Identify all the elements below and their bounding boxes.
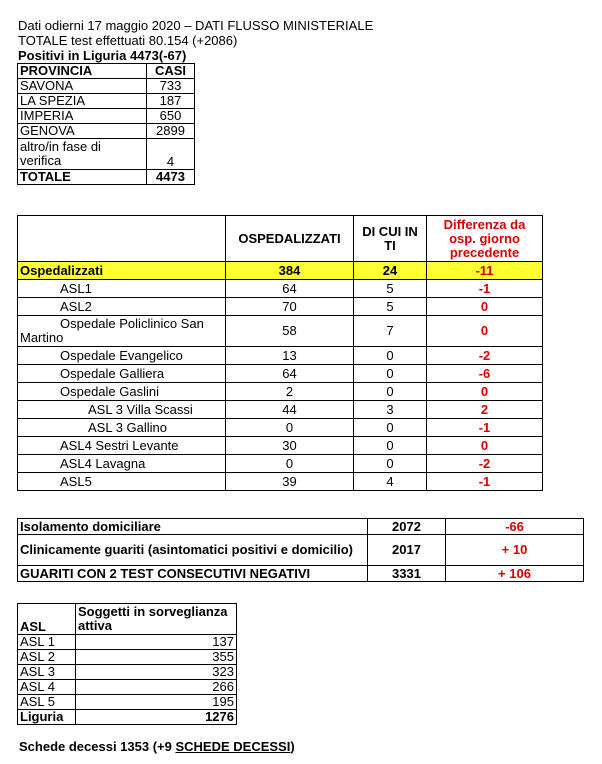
hosp-name: ASL 3 Villa Scassi — [18, 401, 226, 419]
hosp-ti: 0 — [354, 419, 427, 437]
hosp-osp: 58 — [226, 316, 354, 347]
table-row — [18, 79, 195, 94]
province-casi: 650 — [147, 109, 195, 124]
table-row — [18, 280, 543, 298]
hosp-ti: 0 — [354, 437, 427, 455]
col-ti: DI CUI IN TI — [354, 216, 427, 262]
hosp-osp: 39 — [226, 473, 354, 491]
hosp-diff: -2 — [427, 455, 543, 473]
table-row — [18, 109, 195, 124]
table-row — [18, 298, 543, 316]
schede-decessi-link[interactable]: SCHEDE DECESSI — [175, 739, 291, 754]
hosp-name: ASL2 — [18, 298, 226, 316]
province-name: IMPERIA — [18, 109, 147, 124]
hosp-diff: 0 — [427, 383, 543, 401]
table-row — [18, 519, 584, 535]
province-casi: 733 — [147, 79, 195, 94]
table-row — [18, 695, 237, 710]
col-asl: ASL — [18, 604, 76, 635]
hosp-diff: 0 — [427, 316, 543, 347]
hosp-ti: 4 — [354, 473, 427, 491]
col-provincia: PROVINCIA — [18, 64, 147, 79]
hosp-diff: -6 — [427, 365, 543, 383]
table-row — [18, 383, 543, 401]
province-casi: 4 — [147, 139, 195, 170]
isolation-value: 2017 — [368, 535, 446, 566]
table-row — [18, 94, 195, 109]
isolation-diff: + 106 — [446, 566, 584, 582]
hosp-osp: 64 — [226, 365, 354, 383]
hosp-name: Ospedale Evangelico — [18, 347, 226, 365]
col-diff: Differenza da osp. giorno precedente — [427, 216, 543, 262]
isolation-value: 2072 — [368, 519, 446, 535]
province-table — [17, 63, 195, 185]
table-row — [18, 139, 195, 170]
table-row — [18, 635, 237, 650]
hosp-ti: 7 — [354, 316, 427, 347]
isolation-label: GUARITI CON 2 TEST CONSECUTIVI NEGATIVI — [18, 566, 368, 582]
province-name: SAVONA — [18, 79, 147, 94]
header-test-total: TOTALE test effettuati 80.154 (+2086) — [18, 33, 238, 48]
hosp-diff: -2 — [427, 347, 543, 365]
table-row — [18, 419, 543, 437]
table-row — [18, 665, 237, 680]
hosp-osp: 44 — [226, 401, 354, 419]
surv-value: 355 — [76, 650, 237, 665]
footer-prefix: Schede decessi 1353 (+9 — [19, 739, 176, 754]
table-row — [18, 437, 543, 455]
surv-asl: ASL 4 — [18, 680, 76, 695]
hosp-ti: 0 — [354, 455, 427, 473]
hosp-name: ASL1 — [18, 280, 226, 298]
surv-total-value: 1276 — [76, 710, 237, 725]
hosp-ti: 0 — [354, 365, 427, 383]
province-name: LA SPEZIA — [18, 94, 147, 109]
hosp-ti: 5 — [354, 298, 427, 316]
surv-asl: ASL 5 — [18, 695, 76, 710]
hosp-osp: 0 — [226, 455, 354, 473]
surv-asl: ASL 1 — [18, 635, 76, 650]
hosp-diff: -1 — [427, 280, 543, 298]
isolation-value: 3331 — [368, 566, 446, 582]
hosp-name: ASL 3 Gallino — [18, 419, 226, 437]
hosp-name: ASL5 — [18, 473, 226, 491]
province-casi: 2899 — [147, 124, 195, 139]
hosp-diff: 0 — [427, 298, 543, 316]
province-name: altro/in fase di verifica — [18, 139, 147, 170]
isolation-table — [17, 518, 584, 582]
hosp-name: Ospedale Gaslini — [18, 383, 226, 401]
table-row — [18, 473, 543, 491]
footer-suffix: ) — [290, 739, 295, 754]
hosp-diff: 0 — [427, 437, 543, 455]
positivi-liguria: Positivi in Liguria 4473(-67) — [18, 48, 187, 63]
surv-value: 137 — [76, 635, 237, 650]
summary-name: Ospedalizzati — [18, 262, 226, 280]
hosp-osp: 64 — [226, 280, 354, 298]
surveillance-table — [17, 603, 237, 725]
hosp-name: Ospedale Galliera — [18, 365, 226, 383]
hosp-ti: 3 — [354, 401, 427, 419]
isolation-label: Isolamento domiciliare — [18, 519, 368, 535]
surv-asl: ASL 2 — [18, 650, 76, 665]
surv-asl: ASL 3 — [18, 665, 76, 680]
footer-decessi — [19, 739, 295, 754]
total-value: 4473 — [147, 170, 195, 185]
province-casi: 187 — [147, 94, 195, 109]
surv-value: 266 — [76, 680, 237, 695]
table-row — [18, 365, 543, 383]
hosp-name: ASL4 Lavagna — [18, 455, 226, 473]
table-row — [18, 680, 237, 695]
hospital-summary-row — [18, 262, 543, 280]
hosp-diff: -1 — [427, 473, 543, 491]
summary-osp: 384 — [226, 262, 354, 280]
table-row — [18, 124, 195, 139]
col-soggetti: Soggetti in sorveglianza attiva — [76, 604, 237, 635]
table-total-row — [18, 170, 195, 185]
total-label: TOTALE — [18, 170, 147, 185]
hosp-osp: 70 — [226, 298, 354, 316]
isolation-diff: -66 — [446, 519, 584, 535]
table-row — [18, 401, 543, 419]
table-row — [18, 566, 584, 582]
hosp-ti: 0 — [354, 383, 427, 401]
table-row — [18, 316, 543, 347]
table-row — [18, 535, 584, 566]
hosp-osp: 0 — [226, 419, 354, 437]
col-casi: CASI — [147, 64, 195, 79]
col-ospedalizzati: OSPEDALIZZATI — [226, 216, 354, 262]
table-row — [18, 455, 543, 473]
summary-diff: -11 — [427, 262, 543, 280]
surv-value: 195 — [76, 695, 237, 710]
hosp-name: Ospedale Policlinico San Martino — [18, 316, 226, 347]
table-row — [18, 650, 237, 665]
hosp-osp: 30 — [226, 437, 354, 455]
hosp-diff: 2 — [427, 401, 543, 419]
table-total-row — [18, 710, 237, 725]
surv-total-label: Liguria — [18, 710, 76, 725]
table-row — [18, 347, 543, 365]
province-name: GENOVA — [18, 124, 147, 139]
isolation-label: Clinicamente guariti (asintomatici positivi e domicilio) — [18, 535, 368, 566]
hosp-diff: -1 — [427, 419, 543, 437]
hosp-osp: 13 — [226, 347, 354, 365]
hospital-table — [17, 215, 543, 491]
summary-ti: 24 — [354, 262, 427, 280]
hosp-empty-header — [18, 216, 226, 262]
header-title: Dati odierni 17 maggio 2020 – DATI FLUSSO MINISTERIALE — [18, 18, 374, 33]
hosp-name: ASL4 Sestri Levante — [18, 437, 226, 455]
hosp-ti: 5 — [354, 280, 427, 298]
isolation-diff: + 10 — [446, 535, 584, 566]
hosp-ti: 0 — [354, 347, 427, 365]
hosp-osp: 2 — [226, 383, 354, 401]
surv-value: 323 — [76, 665, 237, 680]
